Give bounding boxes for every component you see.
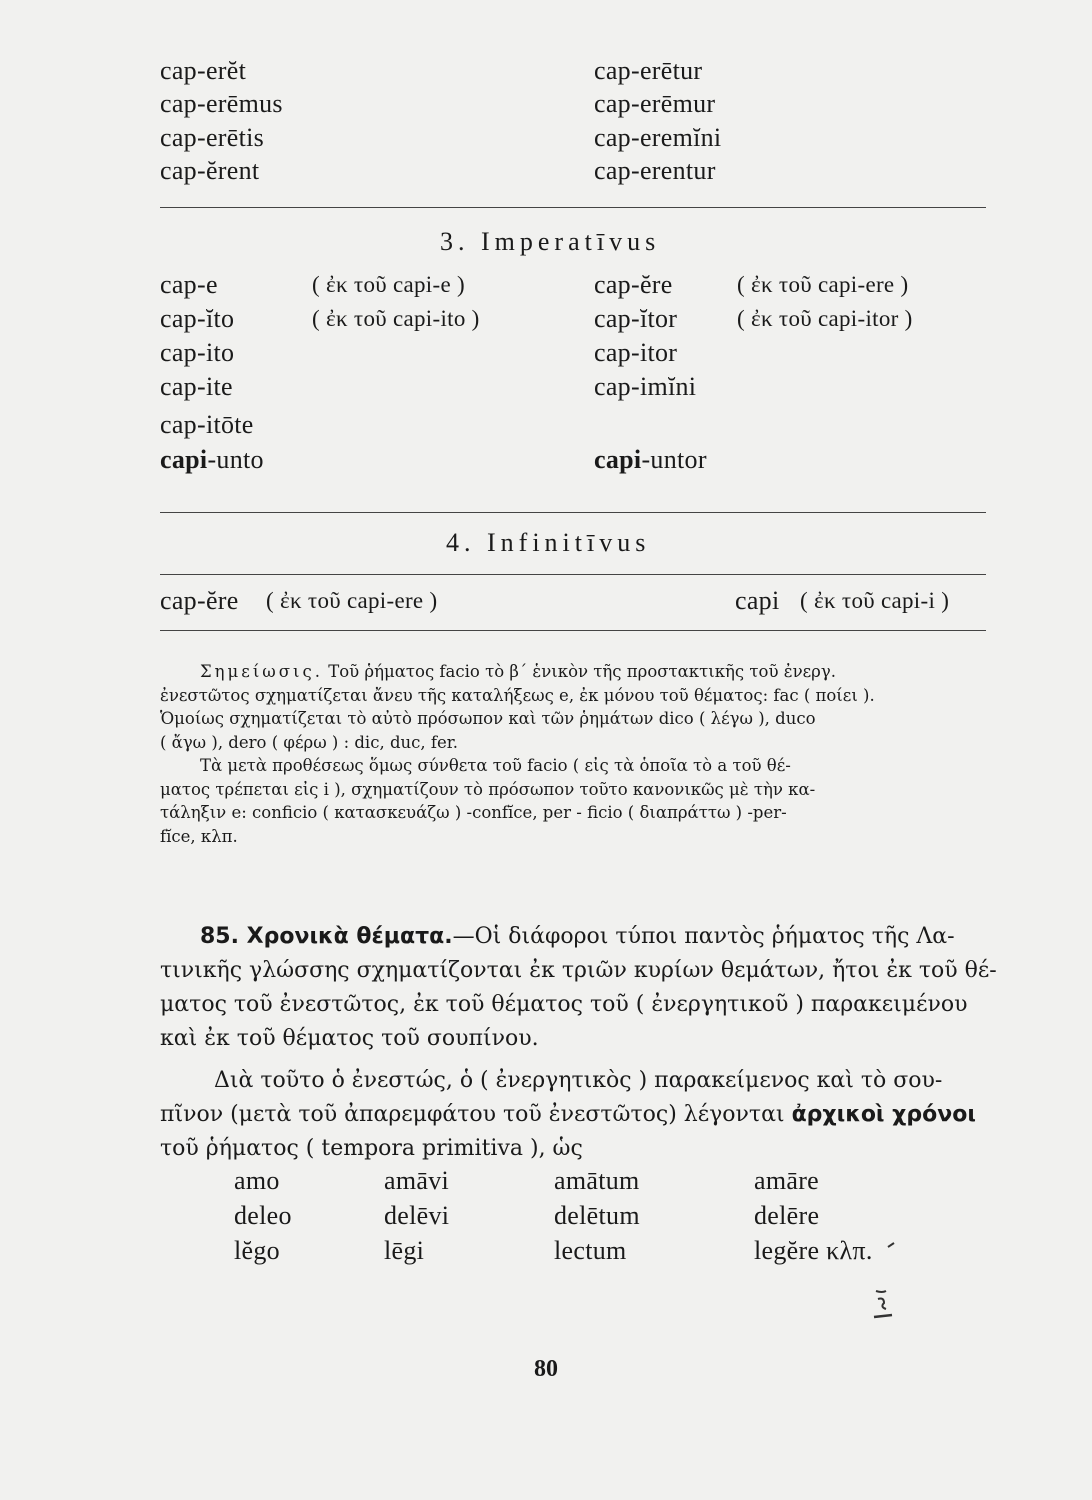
subj-active-1: cap-erĕt: [160, 56, 247, 85]
note-line-3: Ὁμοίως σχηματίζεται τὸ αὐτὸ πρόσωπον καὶ τῶν ῥημάτων dico ( λέγω ), duco: [160, 709, 816, 728]
note-label: Σημείωσις.: [200, 662, 323, 681]
section-85-p2-line-3: τοῦ ῥήματος ( tempora primitiva ), ὡς: [160, 1136, 583, 1161]
subj-active-3: cap-erētis: [160, 123, 265, 152]
imp-passive-6-stem: capi: [594, 445, 642, 474]
subj-passive-4: cap-erentur: [594, 156, 716, 185]
section-85-title: 85. Χρονικὰ θέματα.: [200, 924, 453, 949]
divider: [160, 574, 986, 575]
imp-active-5: cap-itōte: [160, 410, 254, 439]
note-line-7: τάληξιν e: conficio ( κατασκευάζω ) -confĭce, per - ficio ( διαπράττω ) -per-: [160, 803, 787, 822]
imp-active-1: cap-e: [160, 270, 218, 299]
pp-3-supine: lectum: [554, 1236, 627, 1265]
inf-active: cap-ĕre: [160, 586, 239, 615]
subj-passive-3: cap-eremĭni: [594, 123, 722, 152]
divider: [160, 630, 986, 631]
pp-2-perfect: delēvi: [384, 1201, 450, 1230]
imp-passive-3: cap-itor: [594, 338, 678, 367]
imp-passive-6-ending: -untor: [641, 445, 707, 474]
subj-active-2: cap-erēmus: [160, 89, 283, 118]
imp-passive-4: cap-imĭni: [594, 372, 697, 401]
pp-1-supine: amātum: [554, 1166, 640, 1195]
imp-active-2: cap-ĭto: [160, 304, 235, 333]
infinitivus-heading: 4. Infinitīvus: [446, 528, 651, 557]
note-block: [160, 660, 986, 848]
section-85-p2-line-2: πῖνον (μετὰ τοῦ ἀπαρεμφάτου τοῦ ἐνεστῶτος) λέγονται: [160, 1102, 785, 1127]
pp-3-perfect: lēgi: [384, 1236, 425, 1265]
inf-active-note: ( ἐκ τοῦ capi-ere ): [266, 588, 438, 613]
subj-passive-2: cap-erēmur: [594, 89, 716, 118]
imp-active-6-ending: -unto: [207, 445, 264, 474]
divider: [160, 512, 986, 513]
section-85-para-2: [160, 1064, 986, 1166]
note-line-6: ματος τρέπεται εἰς i ), σχηματίζουν τὸ πρόσωπον τοῦτο κανονικῶς μὲ τὴν κα-: [160, 779, 816, 799]
imp-active-6-stem: capi: [160, 445, 208, 474]
handwritten-mark-icon: [862, 1235, 902, 1325]
section-85-line-2: τινικῆς γλώσσης σχηματίζονται ἐκ τριῶν κυρίων θεμάτων, ἤτοι ἐκ τοῦ θέ-: [160, 958, 997, 983]
imp-active-6: [160, 445, 264, 475]
note-line-5: Τὰ μετὰ προθέσεως ὅμως σύνθετα τοῦ facio ( εἰς τὰ ὁποῖα τὸ a τοῦ θέ-: [200, 756, 791, 775]
inf-passive-note: ( ἐκ τοῦ capi-i ): [800, 588, 950, 613]
archikoi-chronoi: ἀρχικοὶ χρόνοι: [791, 1102, 976, 1127]
page-number: 80: [534, 1356, 558, 1382]
section-85-p2-line-1: Διὰ τοῦτο ὁ ἐνεστώς, ὁ ( ἐνεργητικὸς ) παρακείμενος καὶ τὸ σου-: [214, 1068, 943, 1093]
section-85-line-3: ματος τοῦ ἐνεστῶτος, ἐκ τοῦ θέματος τοῦ ( ἐνεργητικοῦ ) παρακειμένου: [160, 992, 968, 1017]
pp-2-supine: delētum: [554, 1201, 640, 1230]
pp-3-present: lĕgo: [234, 1236, 280, 1265]
section-85-para-1: [160, 920, 997, 1056]
imperativus-heading: 3. Imperatīvus: [440, 227, 661, 256]
note-line-1: Τοῦ ῥήματος facio τὸ β΄ ἑνικὸν τῆς προστακτικῆς τοῦ ἐνεργ.: [328, 662, 836, 681]
imp-passive-6: [594, 445, 707, 475]
pp-1-perfect: amāvi: [384, 1166, 450, 1195]
section-85-line-1: —Οἱ διάφοροι τύποι παντὸς ῥήματος τῆς Λα-: [452, 924, 955, 949]
note-line-8: fĭce, κλπ.: [160, 826, 238, 846]
imp-passive-2: cap-ĭtor: [594, 304, 678, 333]
divider: [160, 207, 986, 208]
imp-passive-note-1: ( ἐκ τοῦ capi-ere ): [737, 272, 909, 297]
pp-1-infinitive: amāre: [754, 1166, 820, 1195]
subj-active-4: cap-ĕrent: [160, 156, 260, 185]
note-line-2: ἐνεστῶτος σχηματίζεται ἄνευ τῆς καταλήξεως e, ἐκ μόνου τοῦ θέματος: fac ( ποίει ).: [160, 685, 875, 705]
subj-passive-1: cap-erētur: [594, 56, 703, 85]
imp-active-4: cap-ite: [160, 372, 233, 401]
pp-3-infinitive: legĕre κλπ.: [754, 1236, 873, 1265]
inf-passive: capi: [735, 586, 780, 615]
imp-active-note-1: ( ἐκ τοῦ capi-e ): [312, 272, 465, 297]
imp-passive-note-2: ( ἐκ τοῦ capi-itor ): [737, 306, 913, 331]
pp-1-present: amo: [234, 1166, 280, 1195]
imp-active-note-2: ( ἐκ τοῦ capi-ito ): [312, 306, 480, 331]
pp-2-infinitive: delēre: [754, 1201, 820, 1230]
imp-active-3: cap-ito: [160, 338, 235, 367]
note-line-4: ( ἄγω ), dero ( φέρω ) : dic, duc, fer.: [160, 732, 459, 752]
pp-2-present: deleo: [234, 1201, 292, 1230]
section-85-line-4: καὶ ἐκ τοῦ θέματος τοῦ σουπίνου.: [160, 1026, 539, 1051]
imp-passive-1: cap-ĕre: [594, 270, 673, 299]
